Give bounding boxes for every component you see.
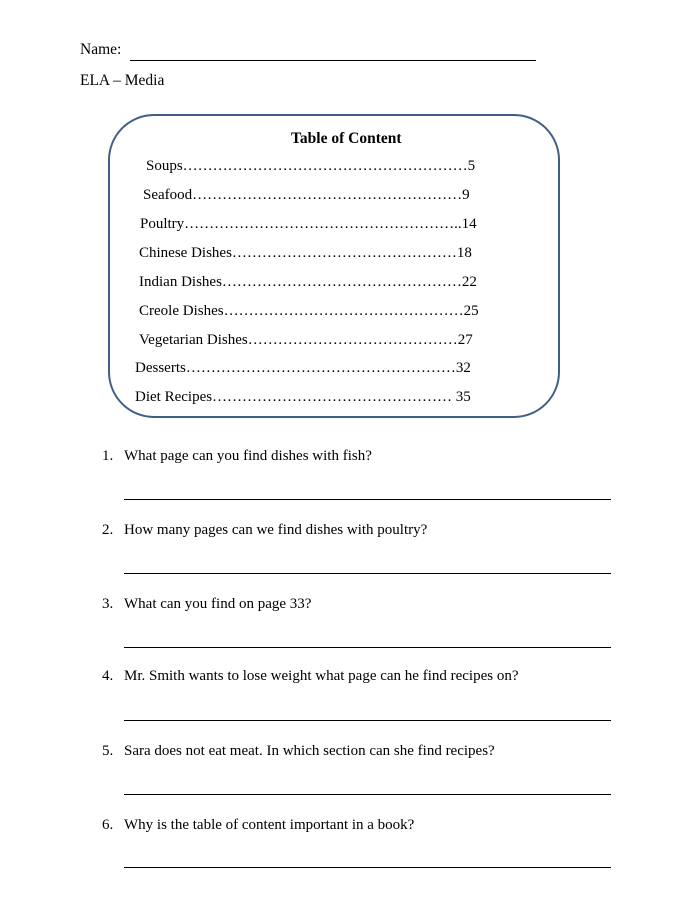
toc-entry-desserts: Desserts………………………………………………32 <box>135 360 471 376</box>
name-field[interactable] <box>130 60 536 61</box>
question-text: What can you find on page 33? <box>124 596 312 612</box>
answer-line[interactable] <box>124 573 611 574</box>
question-text: Why is the table of content important in a book? <box>124 817 415 833</box>
answer-line[interactable] <box>124 867 611 868</box>
toc-entry-poultry: Poultry………………………………………………..14 <box>140 216 477 232</box>
subject-label: ELA – Media <box>80 72 165 89</box>
question-text: Sara does not eat meat. In which section can she find recipes? <box>124 743 495 759</box>
answer-line[interactable] <box>124 499 611 500</box>
answer-line[interactable] <box>124 647 611 648</box>
question-number: 4. <box>102 668 114 684</box>
toc-title: Table of Content <box>291 130 402 147</box>
toc-entry-diet-recipes: Diet Recipes………………………………………… 35 <box>135 389 471 405</box>
toc-entry-creole-dishes: Creole Dishes…………………………………………25 <box>139 303 479 319</box>
question-number: 3. <box>102 596 114 612</box>
question-number: 5. <box>102 743 114 759</box>
toc-entry-indian-dishes: Indian Dishes…………………………………………22 <box>139 274 477 290</box>
toc-entry-chinese-dishes: Chinese Dishes………………………………………18 <box>139 245 472 261</box>
answer-line[interactable] <box>124 794 611 795</box>
question-number: 2. <box>102 522 114 538</box>
question-number: 6. <box>102 817 114 833</box>
answer-line[interactable] <box>124 720 611 721</box>
toc-entry-soups: Soups…………………………………………………5 <box>146 158 476 174</box>
toc-entry-vegetarian-dishes: Vegetarian Dishes……………………………………27 <box>139 332 473 348</box>
question-text: How many pages can we find dishes with poultry? <box>124 522 428 538</box>
toc-entry-seafood: Seafood………………………………………………9 <box>143 187 470 203</box>
question-text: What page can you find dishes with fish? <box>124 448 372 464</box>
question-text: Mr. Smith wants to lose weight what page can he find recipes on? <box>124 668 519 684</box>
name-label: Name: <box>80 41 122 58</box>
question-number: 1. <box>102 448 114 464</box>
